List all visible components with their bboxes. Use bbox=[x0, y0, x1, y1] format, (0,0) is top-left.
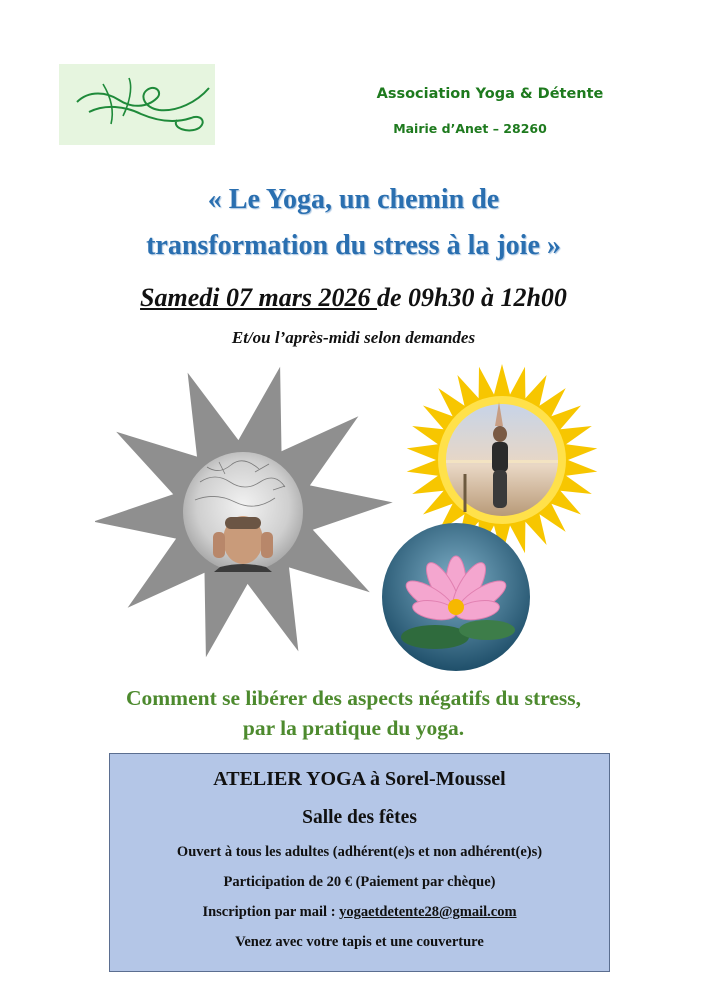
title-line-1: « Le Yoga, un chemin de bbox=[207, 184, 500, 215]
signup-email-link[interactable]: yogaetdetente28@gmail.com bbox=[339, 904, 517, 920]
association-name: Association Yoga & Détente bbox=[376, 86, 604, 102]
afternoon-note: Et/ou l’après-midi selon demandes bbox=[231, 328, 476, 347]
workshop-title: ATELIER YOGA à Sorel-Moussel bbox=[213, 768, 506, 790]
signup-line bbox=[110, 904, 609, 921]
event-date-time bbox=[0, 283, 707, 313]
association-logo bbox=[59, 64, 215, 145]
tagline-line-2: par la pratique du yoga. bbox=[242, 716, 465, 740]
event-time: de 09h30 à 12h00 bbox=[376, 283, 567, 312]
title-line-2: transformation du stress à la joie » bbox=[146, 230, 561, 261]
tagline-line-1: Comment se libérer des aspects négatifs du stress, bbox=[125, 686, 582, 710]
lotus-flower-icon bbox=[382, 523, 530, 671]
signup-label: Inscription par mail : bbox=[202, 904, 340, 920]
illustration bbox=[95, 362, 615, 672]
bring-items: Venez avec votre tapis et une couverture bbox=[235, 934, 484, 950]
stress-star-icon bbox=[95, 367, 393, 658]
open-to-all: Ouvert à tous les adultes (adhérent(e)s et non adhérent(e)s) bbox=[176, 844, 543, 860]
mairie-address: Mairie d’Anet – 28260 bbox=[393, 121, 547, 136]
logo-swirl-icon bbox=[59, 64, 215, 145]
price: Participation de 20 € (Paiement par chèque) bbox=[223, 874, 496, 890]
venue: Salle des fêtes bbox=[302, 807, 417, 828]
event-date: Samedi 07 mars 2026 bbox=[140, 283, 377, 312]
info-box bbox=[109, 753, 610, 972]
